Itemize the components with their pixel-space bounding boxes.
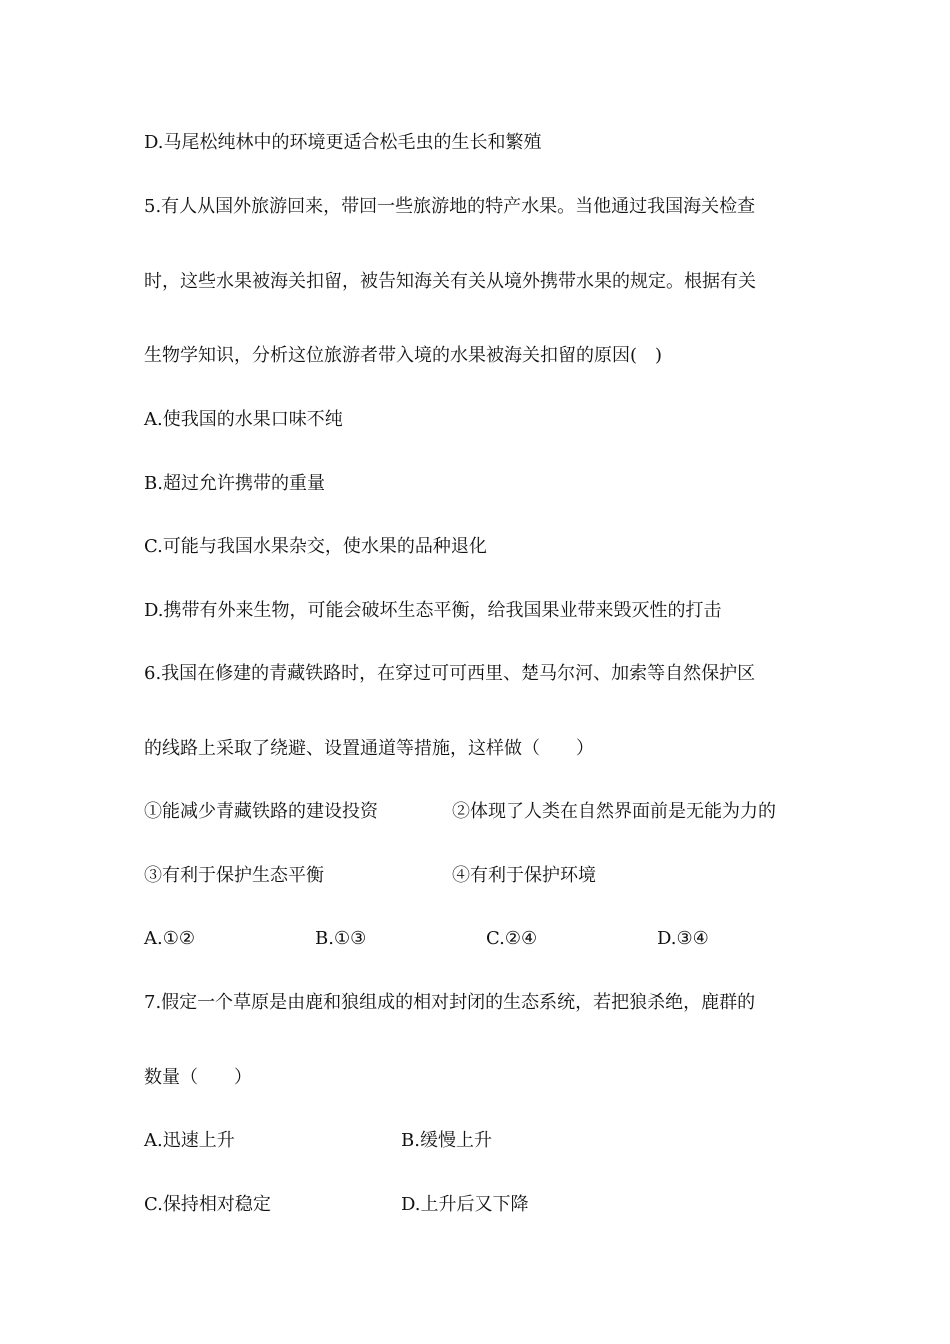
q7-option-c: C.保持相对稳定	[144, 1194, 271, 1215]
q7-option-b: B.缓慢上升	[401, 1130, 492, 1151]
q6-item-2: ②体现了人类在自然界面前是无能为力的	[452, 801, 776, 822]
q7-stem-line1: 7.假定一个草原是由鹿和狼组成的相对封闭的生态系统，若把狼杀绝，鹿群的	[144, 992, 756, 1013]
q6-option-d: D.③④	[657, 928, 709, 949]
q6-item-1: ①能减少青藏铁路的建设投资	[144, 801, 378, 822]
q5-option-c: C.可能与我国水果杂交，使水果的品种退化	[144, 536, 487, 557]
q7-stem-line2: 数量（ ）	[144, 1067, 252, 1088]
q7-option-a: A.迅速上升	[144, 1130, 235, 1151]
q6-option-a: A.①②	[144, 928, 195, 949]
q5-stem-line2: 时，这些水果被海关扣留，被告知海关有关从境外携带水果的规定。根据有关	[144, 271, 756, 292]
q6-item-3: ③有利于保护生态平衡	[144, 865, 324, 886]
q6-option-b: B.①③	[315, 928, 367, 949]
q5-stem-line1: 5.有人从国外旅游回来，带回一些旅游地的特产水果。当他通过我国海关检查	[144, 196, 756, 217]
q5-option-b: B.超过允许携带的重量	[144, 473, 325, 494]
q5-option-d: D.携带有外来生物，可能会破坏生态平衡，给我国果业带来毁灭性的打击	[144, 600, 722, 621]
q4-option-d: D.马尾松纯林中的环境更适合松毛虫的生长和繁殖	[144, 132, 542, 153]
q6-item-4: ④有利于保护环境	[452, 865, 596, 886]
q6-option-c: C.②④	[486, 928, 538, 949]
q6-stem-line1: 6.我国在修建的青藏铁路时，在穿过可可西里、楚马尔河、加索等自然保护区	[144, 663, 756, 684]
q6-stem-line2: 的线路上采取了绕避、设置通道等措施，这样做（ ）	[144, 738, 594, 759]
q7-option-d: D.上升后又下降	[401, 1194, 529, 1215]
q5-stem-line3: 生物学知识，分析这位旅游者带入境的水果被海关扣留的原因( )	[144, 345, 663, 366]
q5-option-a: A.使我国的水果口味不纯	[144, 409, 343, 430]
